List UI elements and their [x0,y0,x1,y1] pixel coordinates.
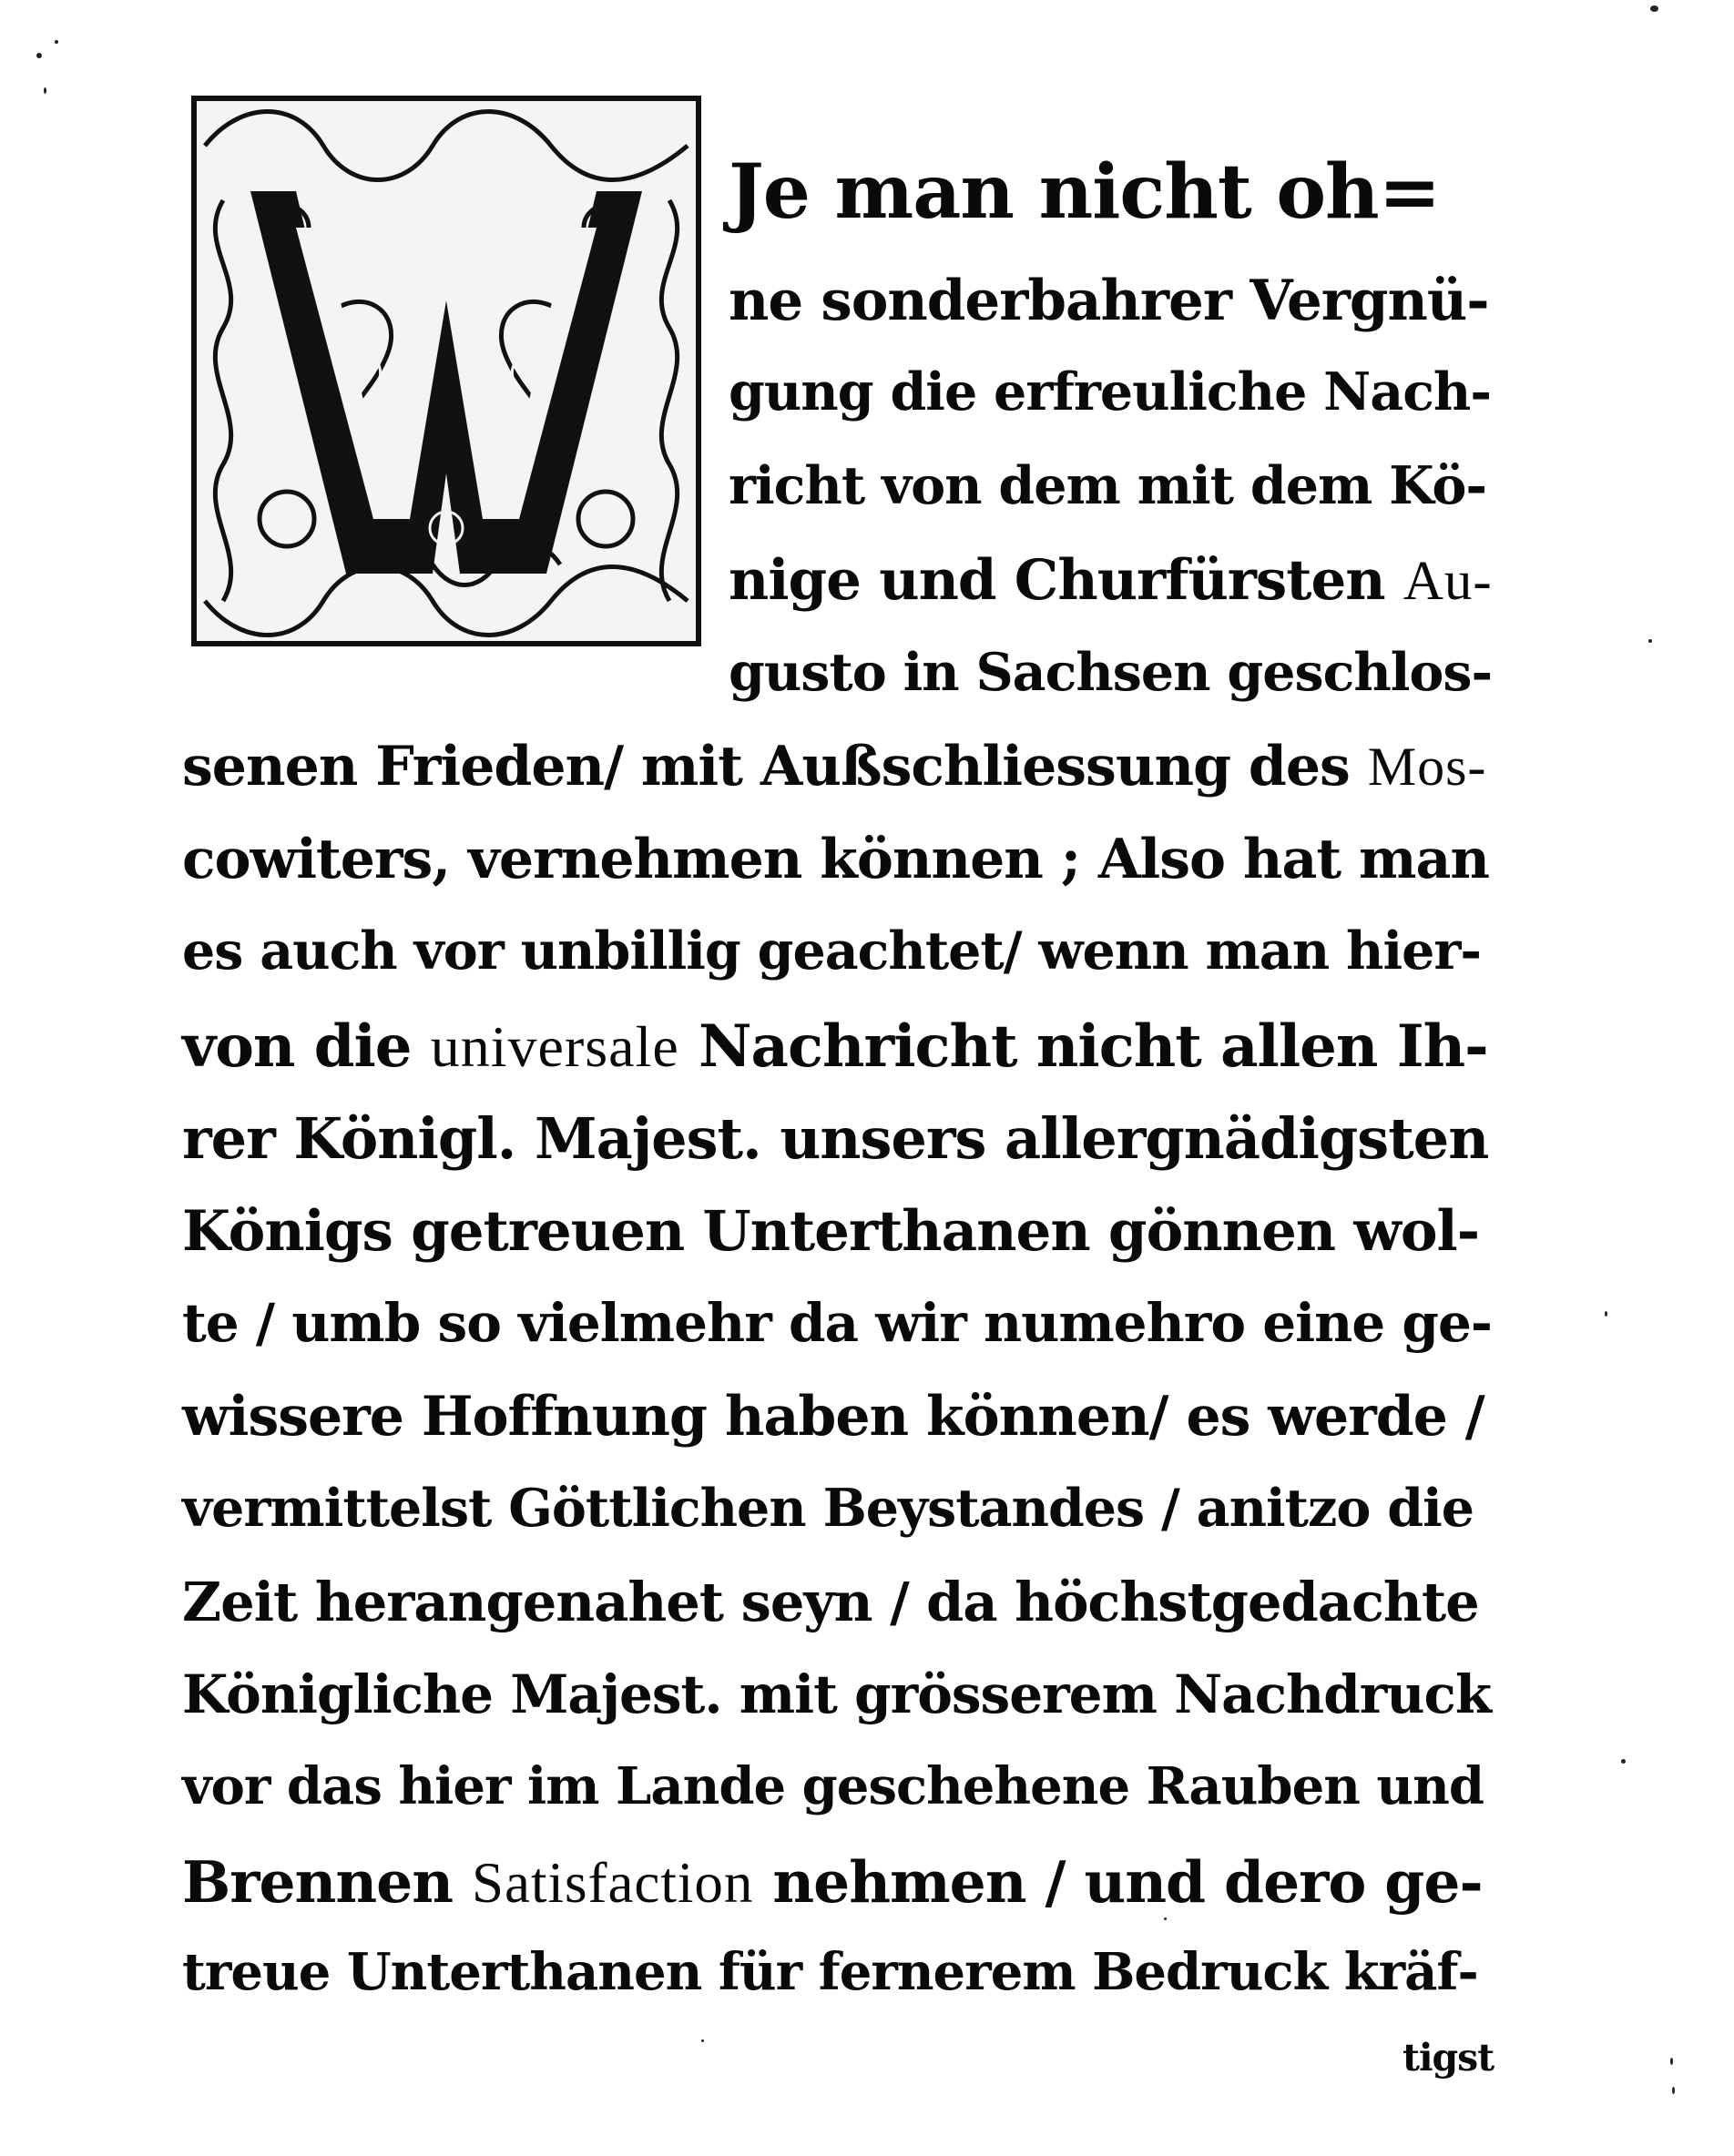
text-line-16 [182,1571,1479,1633]
scan-speck [1605,1311,1607,1317]
text-line-9 [182,920,1482,981]
text-run: nige und Churfürsten [729,548,1403,613]
text-line-10 [182,1012,1488,1081]
text-run: vor das hier im Lande geschehene Rauben und [182,1756,1484,1816]
text-run: Brennen [182,1848,472,1916]
text-line-18 [182,1756,1484,1816]
text-line-7 [182,735,1487,798]
scan-speck [36,53,42,58]
text-run: gung die erfreuliche Nach‐ [729,361,1492,422]
text-run: Königliche Majest. mit grösserem Nachdruck [182,1663,1491,1725]
text-line-11 [182,1105,1489,1172]
antiqua-word: universale [430,1014,679,1079]
text-run: gusto in Sachsen geschlos‐ [729,642,1493,703]
text-line-1 [729,148,1441,236]
text-line-8 [182,828,1489,891]
scan-speck [701,2039,704,2042]
text-line-12 [182,1199,1480,1264]
text-line-13 [182,1292,1492,1354]
scan-speck [1650,5,1658,12]
text-line-6 [729,642,1493,703]
antiqua-word: Au‐ [1402,551,1493,612]
text-run: Je man nicht oh= [729,148,1441,236]
scan-speck [44,87,46,94]
text-line-3 [729,361,1492,422]
text-run: Königs getreuen Unterthanen gönnen wol‐ [182,1199,1480,1264]
scan-speck [1621,1759,1626,1764]
text-run: te / umb so vielmehr da wir numehro eine ge‐ [182,1292,1492,1354]
text-run: cowiters, vernehmen können ; Also hat man [182,828,1489,891]
antiqua-word: Satisfaction [471,1851,754,1915]
text-run: treue Unterthanen für fernerem Bedruck kräf‐ [182,1942,1478,2002]
text-line-14 [182,1385,1484,1449]
text-run: tigst [1402,2036,1494,2080]
text-line-15 [182,1478,1474,1539]
scan-speck [1670,2058,1673,2065]
decorated-initial-w [187,91,706,651]
text-line-2 [729,269,1489,333]
text-run: Zeit herangenahet seyn / da höchstgedachte [182,1571,1479,1633]
text-run: senen Frieden/ mit Außschliessung des [182,735,1368,798]
scan-speck [1648,639,1652,643]
text-run: es auch vor unbillig geachtet/ wenn man hier‐ [182,920,1482,981]
text-line-17 [182,1663,1491,1725]
text-run: richt von dem mit dem Kö‐ [729,455,1487,516]
text-run: wissere Hoffnung haben können/ es werde / [182,1385,1484,1449]
text-line-5 [729,548,1493,613]
text-run: Nachricht nicht allen Ih‐ [678,1012,1488,1081]
text-run: von die [182,1012,431,1081]
text-line-20 [182,1942,1478,2002]
text-line-19 [182,1848,1483,1916]
scan-speck [1164,1917,1167,1920]
text-line-4 [729,455,1487,516]
text-run: rer Königl. Majest. unsers allergnädigsten [182,1105,1489,1172]
scan-speck [55,40,58,44]
text-line-21-catchword [1402,2036,1494,2080]
antiqua-word: Mos‐ [1367,737,1487,797]
text-run: vermittelst Göttlichen Beystandes / anitzo die [182,1478,1474,1539]
scan-speck [1672,2087,1675,2094]
text-run: ne sonderbahrer Vergnü‐ [729,269,1489,333]
text-run: nehmen / und dero ge‐ [753,1848,1483,1916]
